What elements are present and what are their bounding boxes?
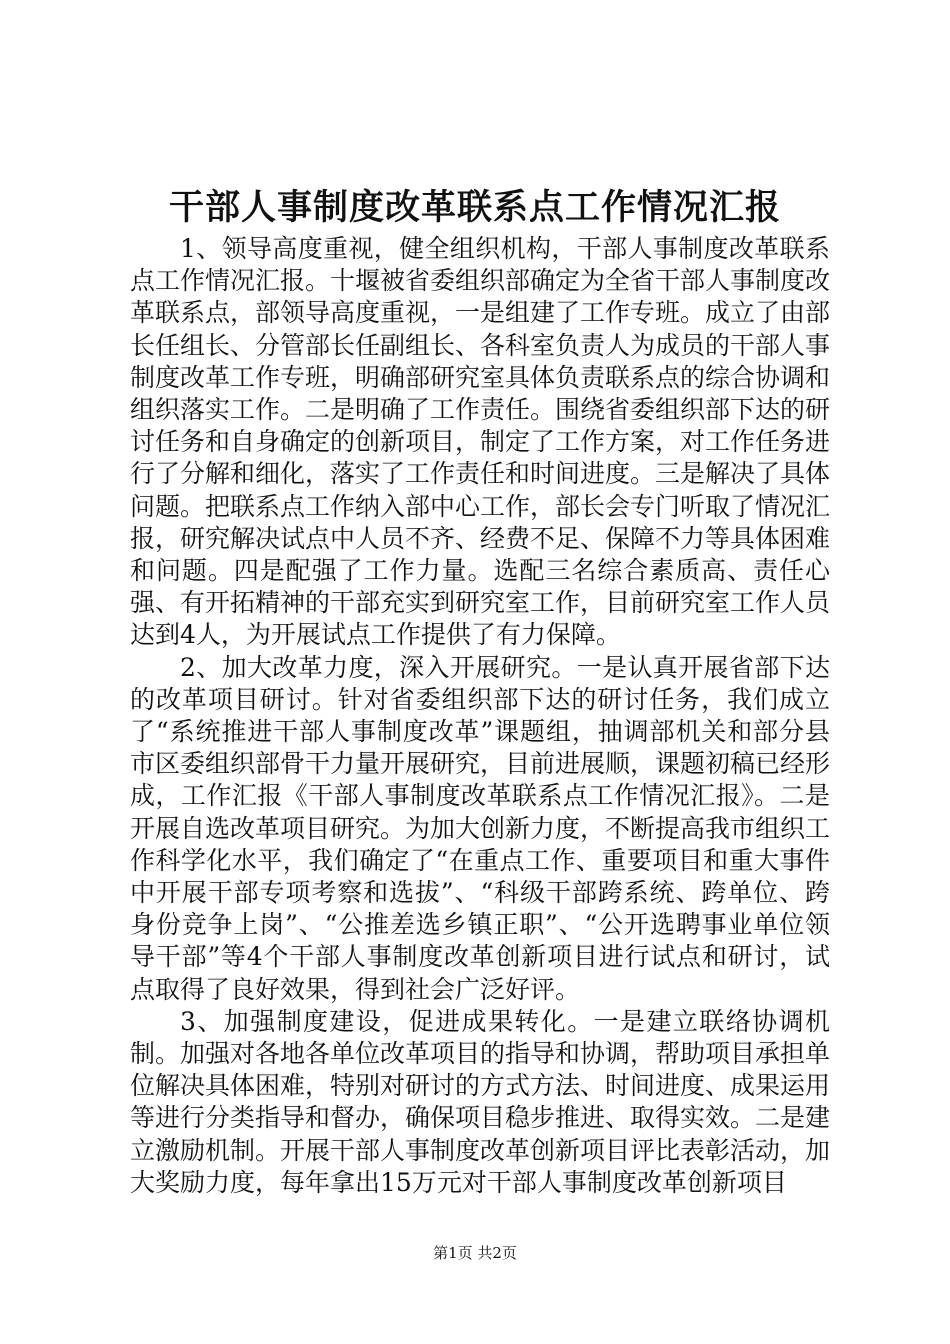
paragraph-2: 2、加大改革力度，深入开展研究。一是认真开展省部下达的改革项目研讨。针对省委组织部下达的研讨任务，我们成立了“系统推进干部人事制度改革”课题组，抽调部机关和部分县市区委组织部骨干力量开展研究，目前进展顺，课题初稿已经形成，工作汇报《干部人事制度改革联系点工作情况汇报》。二是开展自选改革项目研究。为加大创新力度，不断提高我市组织工作科学化水平，我们确定了“在重点工作、重要项目和重大事件中开展干部专项考察和选拔”、“科级干部跨系统、跨单位、跨身份竞争上岗”、“公推差选乡镇正职”、“公开选聘事业单位领导干部”等4个干部人事制度改革创新项目进行试点和研讨，试点取得了良好效果，得到社会广泛好评。 [130, 652, 831, 1004]
document-body [130, 233, 830, 1199]
paragraph-1: 1、领导高度重视，健全组织机构，干部人事制度改革联系点工作情况汇报。十堰被省委组织部确定为全省干部人事制度改革联系点，部领导高度重视，一是组建了工作专班。成立了由部长任组长、分管部长任副组长、各科室负责人为成员的干部人事制度改革工作专班，明确部研究室具体负责联系点的综合协调和组织落实工作。二是明确了工作责任。围绕省委组织部下达的研讨任务和自身确定的创新项目，制定了工作方案，对工作任务进行了分解和细化，落实了工作责任和时间进度。三是解决了具体问题。把联系点工作纳入部中心工作，部长会专门听取了情况汇报，研究解决试点中人员不齐、经费不足、保障不力等具体困难和问题。四是配强了工作力量。选配三名综合素质高、责任心强、有开拓精神的干部充实到研究室工作，目前研究室工作人员达到4人，为开展试点工作提供了有力保障。 [130, 234, 831, 650]
paragraph-3: 3、加强制度建设，促进成果转化。一是建立联络协调机制。加强对各地各单位改革项目的指导和协调，帮助项目承担单位解决具体困难，特别对研讨的方式方法、时间进度、成果运用等进行分类指导和督办，确保项目稳步推进、取得实效。二是建立激励机制。开展干部人事制度改革创新项目评比表彰活动，加大奖励力度，每年拿出15万元对干部人事制度改革创新项目 [130, 1006, 831, 1197]
page-footer: 第1页 共2页 [433, 1244, 517, 1262]
document-title: 干部人事制度改革联系点工作情况汇报 [168, 187, 781, 228]
